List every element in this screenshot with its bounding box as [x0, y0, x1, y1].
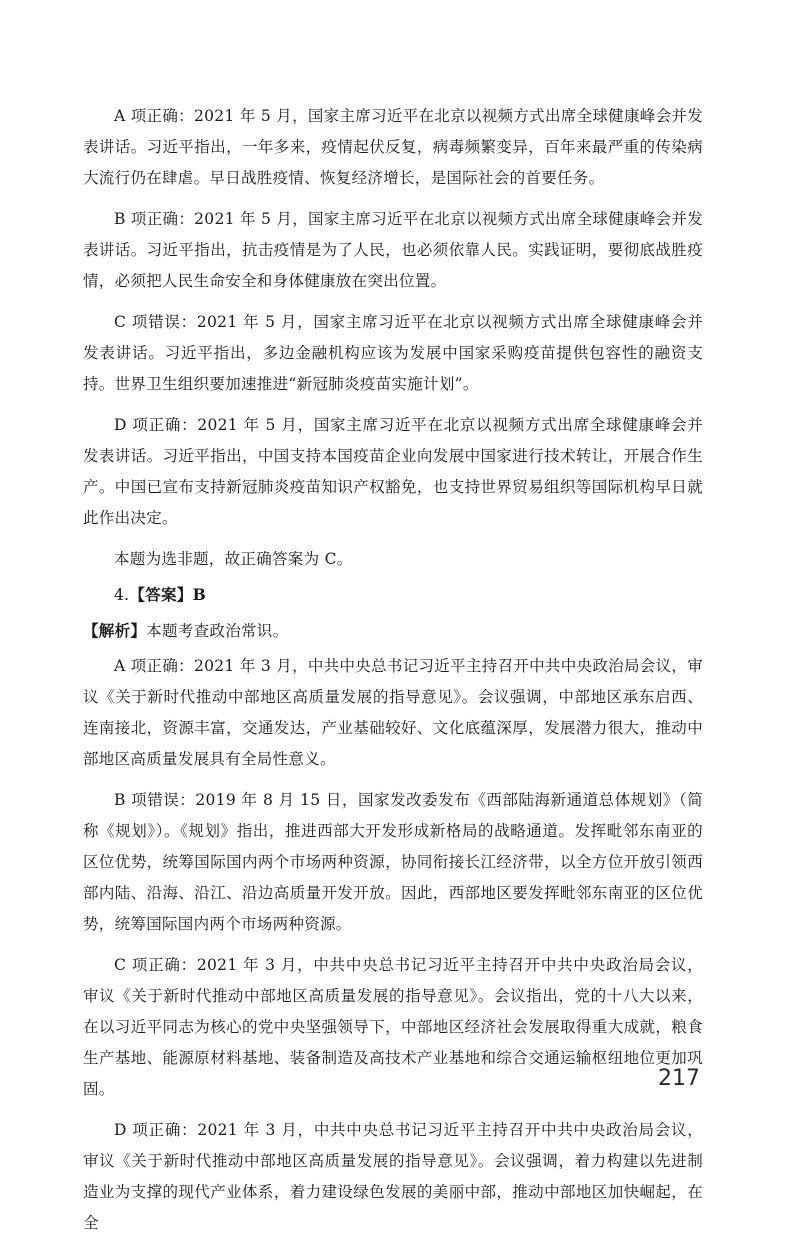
conclusion-text: 本题为选非题，故正确答案为 C。 — [114, 550, 353, 568]
q4-option-a-explanation: A 项正确：2021 年 3 月，中共中央总书记习近平主持召开中共中央政治局会议，审议《关于新时代推动中部地区高质量发展的指导意见》。会议强调，中部地区承东启西、连南接北，资源丰富，交通发达，产业基础较好、文化底蕴深厚，发展潜力很大，推动中部地区高质量发展具有全局性意义。 — [83, 657, 703, 768]
question-number: 4. — [114, 586, 130, 604]
q4-option-d-explanation: D 项正确：2021 年 3 月，中共中央总书记习近平主持召开中共中央政治局会议，审议《关于新时代推动中部地区高质量发展的指导意见》。会议强调，着力构建以先进制造业为支撑的现代产业体系，着力建设绿色发展的美丽中部，推动中部地区加快崛起，在全 — [83, 1121, 703, 1232]
answer-line — [83, 579, 703, 611]
option-a-explanation: A 项正确：2021 年 5 月，国家主席习近平在北京以视频方式出席全球健康峰会并发表讲话。习近平指出，一年多来，疫情起伏反复，病毒频繁变异，百年来最严重的传染病大流行仍在肆虐。早日战胜疫情、恢复经济增长，是国际社会的首要任务。 — [83, 107, 703, 187]
option-c-explanation: C 项错误：2021 年 5 月，国家主席习近平在北京以视频方式出席全球健康峰会并发表讲话。习近平指出，多边金融机构应该为发展中国家采购疫苗提供包容性的融资支持。世界卫生组织要加速推进“新冠肺炎疫苗实施计划”。 — [83, 313, 703, 393]
page-content — [83, 101, 703, 1249]
answer-label: 【答案】 — [129, 585, 193, 604]
q4-option-c-explanation: C 项正确：2021 年 3 月，中共中央总书记习近平主持召开中共中央政治局会议，审议《关于新时代推动中部地区高质量发展的指导意见》。会议指出，党的十八大以来，在以习近平同志为核心的党中央坚强领导下，中部地区经济社会发展取得重大成就，粮食生产基地、能源原材料基地、装备制造及高技术产业基地和综合交通运输枢纽地位更加巩固。 — [83, 956, 703, 1098]
option-b-explanation: B 项正确：2021 年 5 月，国家主席习近平在北京以视频方式出席全球健康峰会并发表讲话。习近平指出，抗击疫情是为了人民，也必须依靠人民。实践证明，要彻底战胜疫情，必须把人民生命安全和身体健康放在突出位置。 — [83, 210, 704, 290]
q4-option-b-explanation: B 项错误：2019 年 8 月 15 日，国家发改委发布《西部陆海新通道总体规划》（简称《规划》）。《规划》指出，推进西部大开发形成新格局的战略通道。发挥毗邻东南亚的区位优势，统筹国际国内两个市场两种资源，协同衔接长江经济带，以全方位开放引领西部内陆、沿海、沿江、沿边高质量开发开放。因此，西部地区要发挥毗邻东南亚的区位优势，统筹国际国内两个市场两种资源。 — [83, 791, 703, 933]
analysis-text: 本题考查政治常识。 — [146, 622, 289, 640]
answer-value: B — [192, 585, 206, 604]
page-number: 217 — [658, 1066, 700, 1091]
option-d-explanation: D 项正确：2021 年 5 月，国家主席习近平在北京以视频方式出席全球健康峰会并发表讲话。习近平指出，中国支持本国疫苗企业向发展中国家进行技术转让，开展合作生产。中国已宣布支持新冠肺炎疫苗知识产权豁免，也支持世界贸易组织等国际机构早日就此作出决定。 — [83, 416, 703, 527]
analysis-label: 【解析】 — [83, 621, 147, 640]
analysis-line — [83, 615, 703, 647]
